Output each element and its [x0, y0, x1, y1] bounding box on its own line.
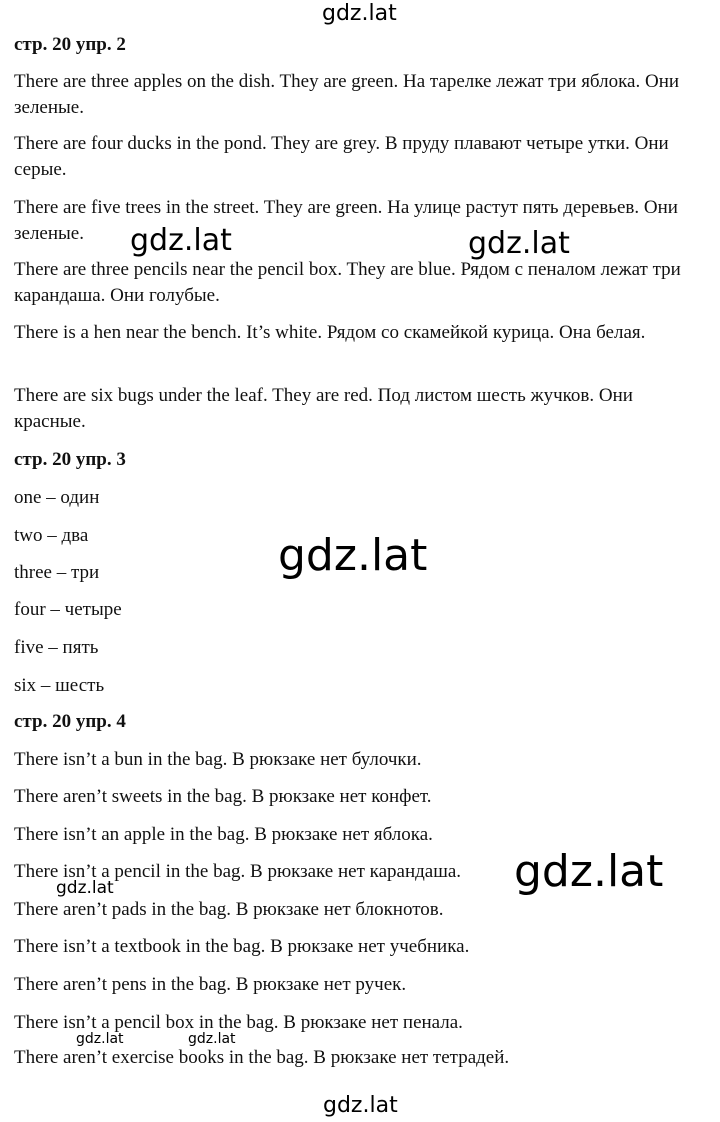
sentence-item: There isn’t a pencil box in the bag. В рюкзаке нет пенала. [14, 1012, 463, 1033]
sentence-item: There aren’t exercise books in the bag. В рюкзаке нет тетрадей. [14, 1047, 510, 1068]
vocab-item: one – один [14, 487, 100, 508]
sentence-item: There are five trees in the street. They are green. На улице растут пять деревьев. Они зеленые. [14, 197, 678, 244]
sentence-item: There isn’t a textbook in the bag. В рюкзаке нет учебника. [14, 936, 470, 957]
section-heading-ex4: стр. 20 упр. 4 [14, 711, 126, 732]
vocab-item: six – шесть [14, 675, 105, 696]
watermark: gdz.lat [76, 1031, 124, 1047]
watermark: gdz.lat [188, 1031, 236, 1047]
sentence-item: There are four ducks in the pond. They are grey. В пруду плавают четыре утки. Они серые. [14, 133, 669, 180]
sentence-item: There are three pencils near the pencil box. They are blue. Рядом с пеналом лежат три карандаша. Они голубые. [14, 259, 681, 306]
vocab-item: five – пять [14, 637, 99, 658]
watermark: gdz.lat [468, 226, 570, 261]
vocab-item: two – два [14, 525, 89, 546]
sentence-item: There is a hen near the bench. It’s white. Рядом со скамейкой курица. Она белая. [14, 322, 646, 343]
watermark: gdz.lat [278, 530, 428, 581]
sentence-item: There are six bugs under the leaf. They are red. Под листом шесть жучков. Они красные. [14, 385, 633, 432]
watermark: gdz.lat [323, 1093, 398, 1118]
watermark: gdz.lat [130, 223, 232, 258]
sentence-item: There are three apples on the dish. They are green. На тарелке лежат три яблока. Они зеленые. [14, 71, 680, 118]
watermark: gdz.lat [514, 846, 664, 897]
vocab-item: three – три [14, 562, 100, 583]
sentence-item: There isn’t a bun in the bag. В рюкзаке нет булочки. [14, 749, 422, 770]
sentence-item: There isn’t an apple in the bag. В рюкзаке нет яблока. [14, 824, 433, 845]
vocab-item: four – четыре [14, 599, 122, 620]
sentence-item: There isn’t a pencil in the bag. В рюкзаке нет карандаша. [14, 861, 462, 882]
watermark: gdz.lat [56, 878, 114, 898]
section-heading-ex2: стр. 20 упр. 2 [14, 34, 126, 55]
sentence-item: There aren’t sweets in the bag. В рюкзаке нет конфет. [14, 786, 432, 807]
sentence-item: There aren’t pads in the bag. В рюкзаке нет блокнотов. [14, 899, 444, 920]
section-heading-ex3: стр. 20 упр. 3 [14, 449, 126, 470]
watermark: gdz.lat [322, 1, 397, 26]
sentence-item: There aren’t pens in the bag. В рюкзаке нет ручек. [14, 974, 407, 995]
